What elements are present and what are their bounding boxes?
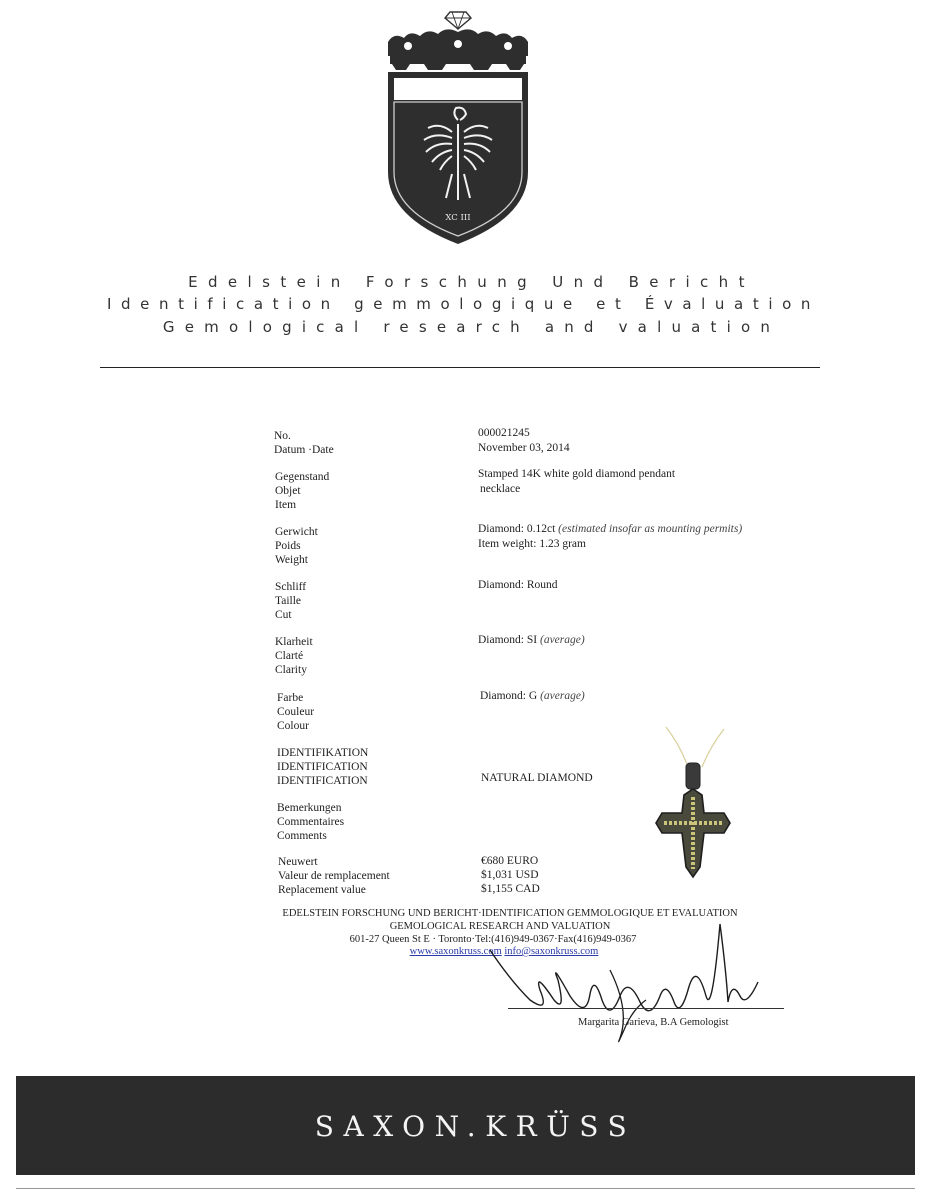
item-labels (275, 470, 329, 512)
eagle-crest-logo (380, 2, 536, 248)
item-label-fr: Objet (275, 485, 301, 497)
website-link[interactable]: www.saxonkruss.com (409, 946, 502, 957)
diamond-weight-value (478, 522, 742, 536)
diamond-icon (445, 12, 471, 29)
replacement-value-cad: $1,155 CAD (481, 883, 540, 895)
cut-label-fr: Taille (275, 595, 302, 607)
clarity-label-en: Clarity (275, 664, 307, 676)
footer-address-line: 601-27 Queen St E · Toronto·Tel:(416)949-0367·Fax(416)949-0367 (349, 934, 637, 945)
clarity-note: (average) (539, 634, 585, 646)
cut-labels (275, 580, 306, 622)
colour-value (480, 689, 585, 703)
comments-label-fr: Commentaires (277, 816, 345, 828)
clarity-grade: Diamond: SI (478, 634, 538, 646)
replacement-label-fr: Valeur de remplacement (278, 870, 390, 882)
colour-grade: Diamond: G (480, 690, 538, 702)
report-number-value: 000021245 (478, 427, 530, 439)
footer-company-line: EDELSTEIN FORSCHUNG UND BERICHT·IDENTIFICATION GEMMOLOGIQUE ET EVALUATION (282, 908, 738, 919)
identification-labels (277, 746, 368, 788)
comments-label-de: Bemerkungen (277, 802, 342, 814)
replacement-label-de: Neuwert (278, 856, 318, 868)
item-weight-value: Item weight: 1.23 gram (478, 538, 586, 550)
email-link[interactable]: info@saxonkruss.com (504, 946, 599, 957)
signer-name: Margarita Garieva, B.A Gemologist (578, 1017, 729, 1028)
item-label-en: Item (275, 499, 297, 511)
header-divider (100, 367, 820, 368)
comments-label-en: Comments (277, 830, 327, 842)
header-line-french: Identification gemmologique et Évaluation (107, 295, 820, 313)
weight-labels (275, 525, 318, 567)
handwritten-signature (470, 910, 790, 1050)
crest-motto: XC III (445, 213, 471, 223)
weight-label-en: Weight (275, 554, 308, 566)
identification-label-de: IDENTIFIKATION (277, 747, 369, 759)
colour-label-en: Colour (277, 720, 309, 732)
identification-label-fr: IDENTIFICATION (277, 761, 368, 773)
cut-label-de: Schliff (275, 581, 307, 593)
replacement-value-usd: $1,031 USD (481, 869, 539, 881)
weight-label-de: Gerwicht (275, 526, 318, 538)
colour-labels (277, 691, 314, 733)
item-description: Stamped 14K white gold diamond pendant (478, 468, 676, 480)
clarity-label-fr: Clarté (275, 650, 304, 662)
identification-label-en: IDENTIFICATION (277, 775, 368, 787)
clarity-labels (275, 635, 313, 677)
signature-line (508, 1008, 784, 1009)
header-line-german: Edelstein Forschung Und Bericht (188, 273, 755, 291)
replacement-label-en: Replacement value (278, 884, 366, 896)
diamond-weight-note: (estimated insofar as mounting permits) (558, 523, 743, 535)
footer-subtitle-line: GEMOLOGICAL RESEARCH AND VALUATION (389, 921, 611, 932)
replacement-values (481, 854, 540, 896)
pendant-photo (650, 725, 740, 885)
colour-note: (average) (540, 690, 585, 702)
colour-label-de: Farbe (277, 692, 304, 704)
report-number-label: No. (274, 430, 291, 442)
report-date-value: November 03, 2014 (478, 442, 570, 454)
coronet-icon (388, 29, 528, 70)
page-bottom-rule (16, 1188, 915, 1189)
replacement-value-eur: €680 EURO (481, 855, 539, 867)
clarity-label-de: Klarheit (275, 636, 313, 648)
replacement-labels (278, 855, 390, 897)
header-line-english: Gemological research and valuation (162, 318, 781, 336)
diamond-weight: Diamond: 0.12ct (478, 523, 556, 535)
item-description-cont: necklace (480, 483, 521, 495)
colour-label-fr: Couleur (277, 706, 315, 718)
cut-label-en: Cut (275, 609, 292, 621)
cut-value: Diamond: Round (478, 579, 558, 591)
brand-name: SAXON.KRÜSS (314, 1110, 637, 1143)
weight-label-fr: Poids (275, 540, 301, 552)
clarity-value (478, 633, 585, 647)
item-label-de: Gegenstand (275, 471, 330, 483)
identification-value: NATURAL DIAMOND (481, 772, 593, 784)
comments-labels (277, 801, 344, 843)
report-date-label: Datum ·Date (274, 444, 334, 456)
